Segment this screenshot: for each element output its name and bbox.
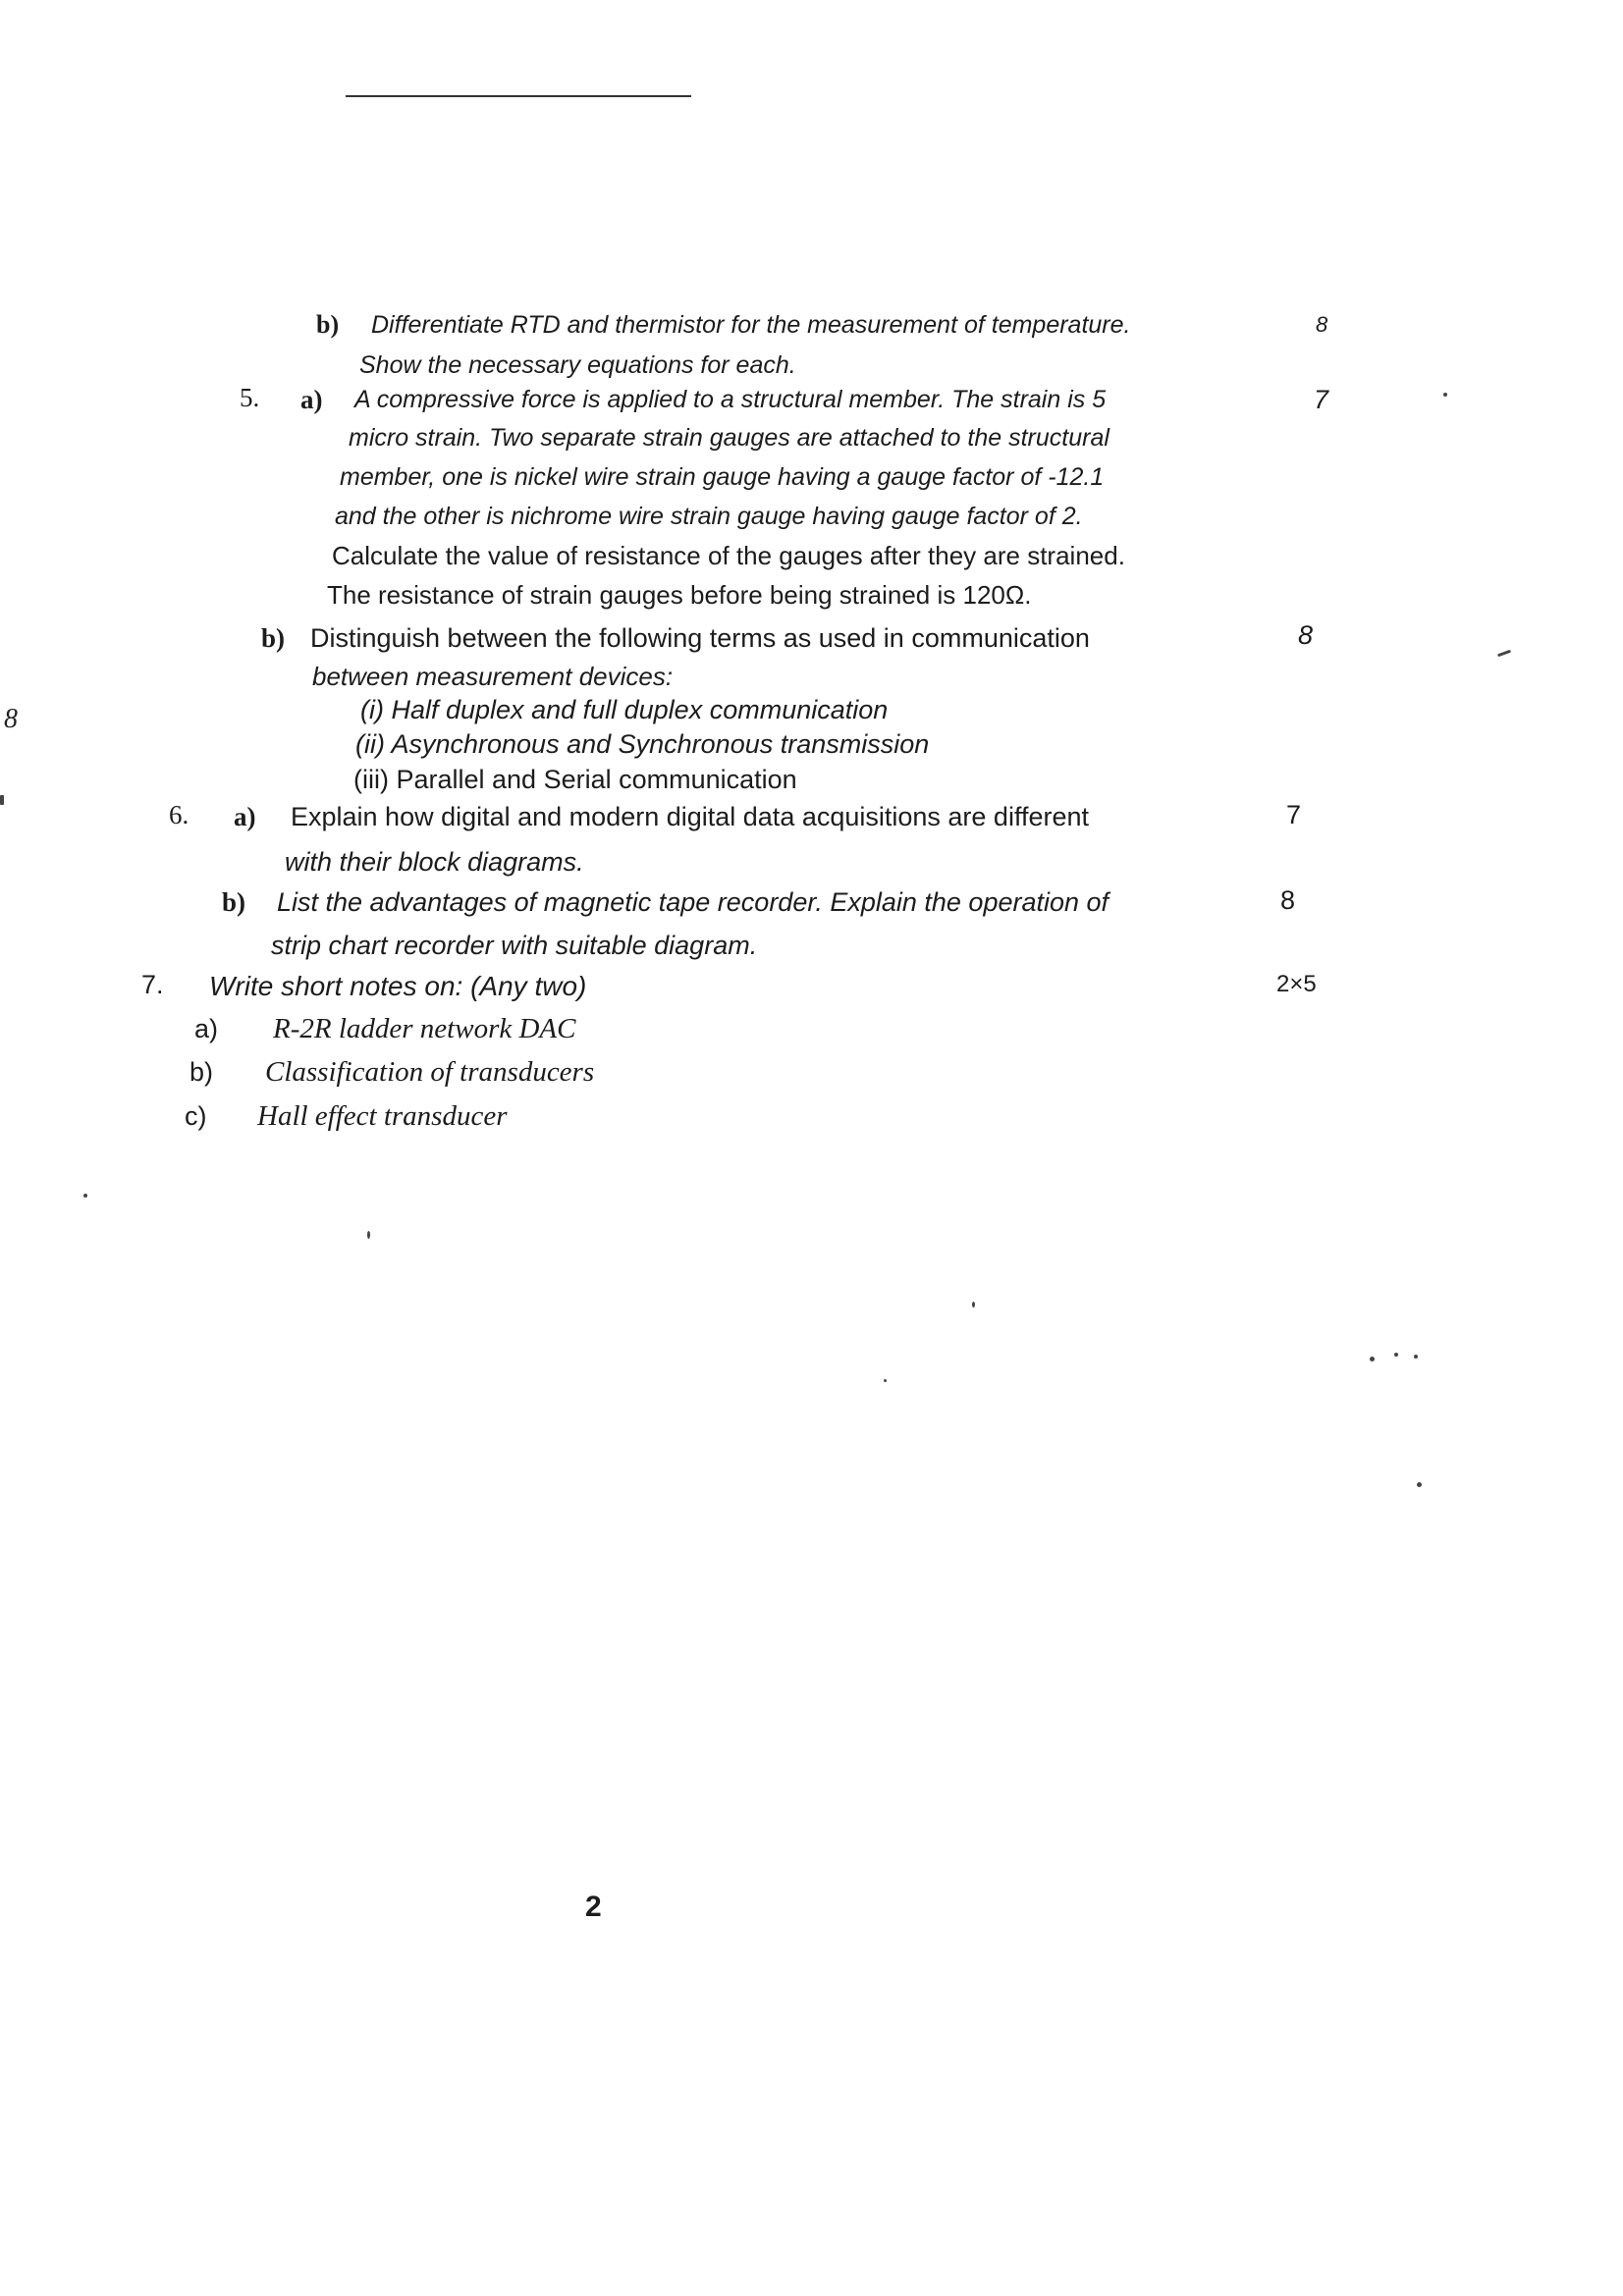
q7-item-a-label: a) [194,1014,219,1043]
q6a-line-1: Explain how digital and modern digital data acquisitions are different [291,802,1090,831]
q5a-line-3: member, one is nickel wire strain gauge having a gauge factor of -12.1 [340,463,1105,491]
q5-number: 5. [240,383,260,412]
scan-speck [0,795,4,805]
scan-speck [972,1302,975,1308]
q7-item-a-text: R-2R ladder network DAC [273,1013,576,1044]
q5a-marks: 7 [1314,385,1329,414]
page-number: 2 [585,1891,602,1923]
q4b-label: b) [316,310,340,339]
q6a-marks: 7 [1286,800,1302,829]
q5b-line-1: Distinguish between the following terms as used in communication [310,623,1090,653]
q7-heading: Write short notes on: (Any two) [209,971,587,1001]
scan-speck [1497,650,1511,658]
q7-item-c-label: c) [185,1101,207,1131]
q6a-line-2: with their block diagrams. [285,847,584,877]
q5a-label: a) [300,385,323,414]
q6b-marks: 8 [1280,885,1296,915]
q6-number: 6. [169,800,189,829]
scan-speck [1443,393,1447,397]
q7-item-b-label: b) [189,1057,214,1087]
q6a-label: a) [234,802,256,831]
scan-speck [1394,1353,1398,1357]
q6b-line-1: List the advantages of magnetic tape recorder. Explain the operation of [277,887,1109,917]
scan-speck [1417,1482,1422,1487]
q5a-line-6: The resistance of strain gauges before being strained is 120Ω. [327,580,1032,610]
q5a-line-5: Calculate the value of resistance of the gauges after they are strained. [332,541,1125,570]
scan-speck [1370,1357,1375,1362]
q5b-item-3: (iii) Parallel and Serial communication [353,765,797,794]
q7-item-b-text: Classification of transducers [265,1056,595,1088]
q7-number: 7. [141,970,164,999]
q5b-item-1: (i) Half duplex and full duplex communication [360,695,889,724]
q4b-line-1: Differentiate RTD and thermistor for the measurement of temperature. [371,311,1131,339]
q6b-line-2: strip chart recorder with suitable diagram. [271,931,758,960]
q4b-marks: 8 [1316,312,1328,337]
q5a-line-2: micro strain. Two separate strain gauges are attached to the structural [349,424,1109,452]
q5b-marks: 8 [1298,620,1314,650]
q5b-item-2: (ii) Asynchronous and Synchronous transmission [355,729,930,759]
q6b-label: b) [222,887,246,917]
scan-speck [884,1379,887,1382]
q5b-label: b) [261,623,286,653]
q5a-line-4: and the other is nichrome wire strain gauge having gauge factor of 2. [335,503,1083,530]
scan-speck [367,1231,370,1239]
q4b-line-2: Show the necessary equations for each. [359,351,796,379]
top-rule [346,95,691,97]
q5b-line-2: between measurement devices: [312,662,674,691]
q5a-line-1: A compressive force is applied to a structural member. The strain is 5 [354,386,1107,413]
q7-marks: 2×5 [1276,971,1317,997]
scan-speck [83,1194,87,1198]
q7-item-c-text: Hall effect transducer [257,1100,508,1132]
margin-mark: 8 [4,704,18,734]
scan-speck [1414,1355,1418,1359]
